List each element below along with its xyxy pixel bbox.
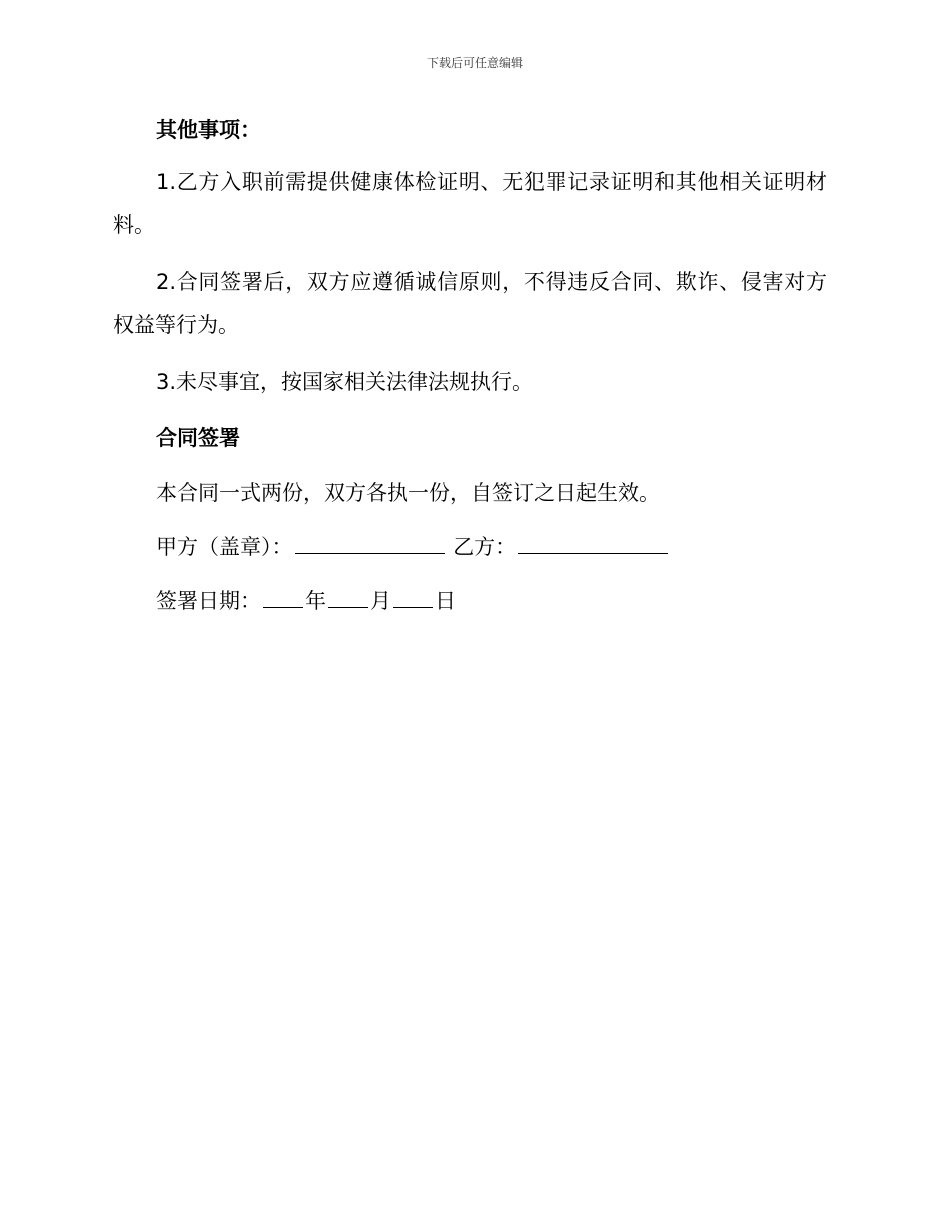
other-matters-heading: 其他事项：: [156, 118, 261, 142]
party-signature-line: [156, 526, 827, 569]
signing-statement: 本合同一式两份，双方各执一份，自签订之日起生效。: [156, 481, 660, 505]
month-label: 月: [370, 589, 391, 613]
other-matters-item-3: 3.未尽事宜，按国家相关法律法规执行。: [156, 370, 534, 394]
date-label: 签署日期：: [156, 589, 261, 613]
signing-heading: 合同签署: [156, 426, 240, 450]
party-b-blank[interactable]: [518, 531, 668, 554]
party-a-label: 甲方（盖章）：: [156, 535, 293, 559]
other-matters-item-1: 1.乙方入职前需提供健康体检证明、无犯罪记录证明和其他相关证明材料。: [113, 170, 827, 237]
party-a-blank[interactable]: [295, 531, 445, 554]
header-note: 下载后可任意编辑: [426, 56, 523, 70]
party-b-label: 乙方：: [453, 535, 517, 559]
day-label: 日: [435, 589, 456, 613]
day-blank[interactable]: [393, 585, 433, 608]
year-label: 年: [305, 589, 326, 613]
other-matters-item-2: 2.合同签署后，双方应遵循诚信原则，不得违反合同、欺诈、侵害对方权益等行为。: [113, 270, 827, 337]
month-blank[interactable]: [328, 585, 368, 608]
signing-date-line: [156, 580, 827, 623]
document-body: [113, 110, 827, 623]
year-blank[interactable]: [263, 585, 303, 608]
